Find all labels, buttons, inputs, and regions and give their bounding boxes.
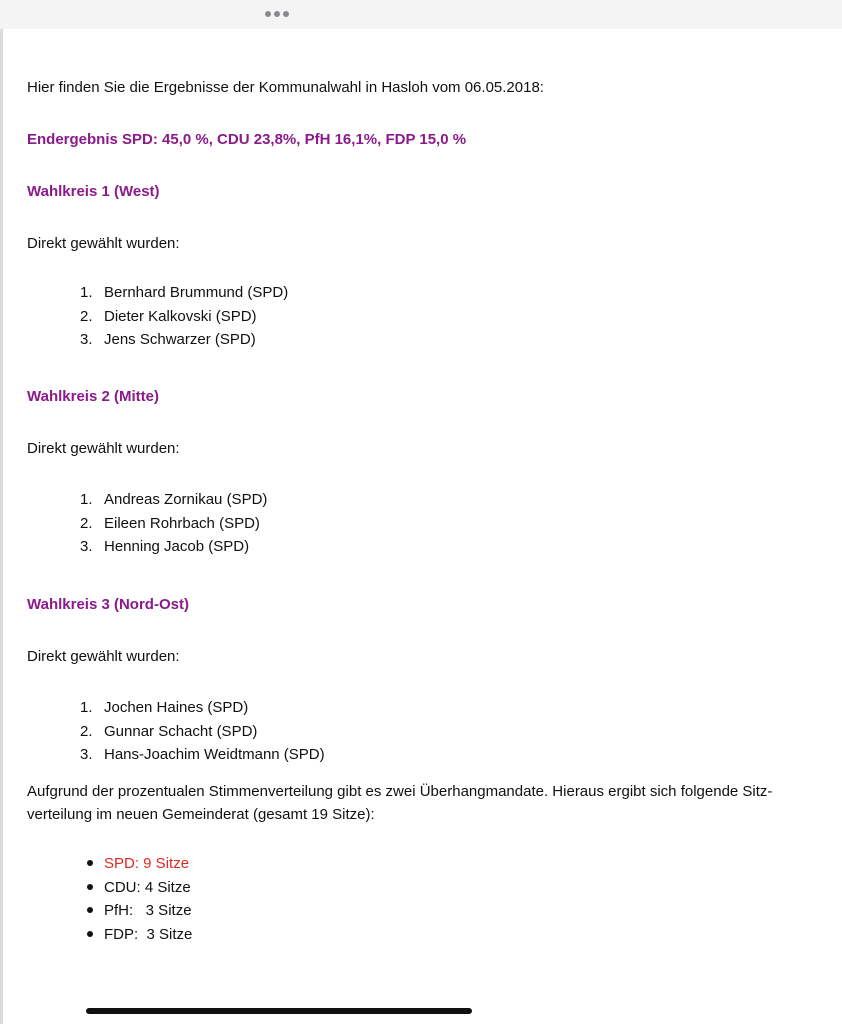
seat-label: SPD: 9 Sitze (104, 855, 190, 872)
district-subtitle: Direkt gewählt wurden: (27, 648, 180, 665)
list-number: 3. (80, 331, 93, 348)
elected-list (27, 488, 267, 559)
list-number: 1. (80, 699, 93, 716)
district-subtitle: Direkt gewählt wurden: (27, 235, 180, 252)
dot-icon (265, 11, 271, 17)
top-bar (0, 0, 842, 29)
seat-item-pfh (27, 899, 192, 923)
list-item (27, 488, 267, 512)
bullet-icon (87, 907, 93, 913)
list-item (27, 535, 267, 559)
elected-list (27, 281, 288, 352)
member-name: Hans-Joachim Weidtmann (SPD) (104, 746, 325, 763)
list-item (27, 720, 325, 744)
seat-list (27, 852, 192, 946)
district-title: Wahlkreis 2 (Mitte) (27, 388, 159, 405)
dot-icon (274, 11, 280, 17)
distribution-text-line2: verteilung im neuen Gemeinderat (gesamt 19 Sitze): (27, 806, 375, 823)
multitasking-handle-icon[interactable] (265, 11, 289, 17)
list-item (27, 743, 325, 767)
seat-item-cdu (27, 876, 192, 900)
list-number: 3. (80, 538, 93, 555)
seat-label: CDU: 4 Sitze (104, 878, 191, 896)
list-number: 2. (80, 722, 93, 740)
member-name: Gunnar Schacht (SPD) (104, 722, 258, 740)
district-title: Wahlkreis 3 (Nord-Ost) (27, 596, 189, 613)
dot-icon (283, 11, 289, 17)
member-name: Dieter Kalkovski (SPD) (104, 307, 257, 325)
elected-list (27, 696, 325, 767)
seat-item-fdp (27, 923, 192, 947)
bullet-icon (87, 931, 93, 937)
list-number: 1. (80, 491, 93, 508)
list-item (27, 328, 288, 352)
bullet-icon (87, 884, 93, 890)
member-name: Henning Jacob (SPD) (104, 538, 250, 555)
seat-item-spd (27, 852, 192, 876)
district-title: Wahlkreis 1 (West) (27, 183, 160, 200)
home-indicator[interactable] (86, 1008, 472, 1014)
member-name: Andreas Zornikau (SPD) (104, 491, 268, 508)
member-name: Jens Schwarzer (SPD) (104, 331, 256, 348)
distribution-text-line1: Aufgrund der prozentualen Stimmenverteilung gibt es zwei Überhangmandate. Hieraus ergibt sich folgende Sitz- (27, 783, 773, 800)
list-number: 3. (80, 746, 93, 763)
list-item (27, 696, 325, 720)
member-name: Jochen Haines (SPD) (104, 699, 249, 716)
seat-label: FDP: 3 Sitze (104, 925, 193, 943)
list-item (27, 281, 288, 305)
result-heading: Endergebnis SPD: 45,0 %, CDU 23,8%, PfH 16,1%, FDP 15,0 % (27, 131, 467, 148)
bullet-icon (87, 860, 93, 866)
list-item (27, 305, 288, 329)
member-name: Bernhard Brummund (SPD) (104, 284, 289, 301)
list-number: 2. (80, 307, 93, 325)
list-number: 2. (80, 514, 93, 532)
window-edge (0, 29, 3, 1024)
district-subtitle: Direkt gewählt wurden: (27, 440, 180, 457)
intro-text: Hier finden Sie die Ergebnisse der Kommunalwahl in Hasloh vom 06.05.2018: (27, 79, 544, 96)
seat-label: PfH: 3 Sitze (104, 902, 192, 919)
list-number: 1. (80, 284, 93, 301)
member-name: Eileen Rohrbach (SPD) (104, 514, 260, 532)
list-item (27, 512, 267, 536)
